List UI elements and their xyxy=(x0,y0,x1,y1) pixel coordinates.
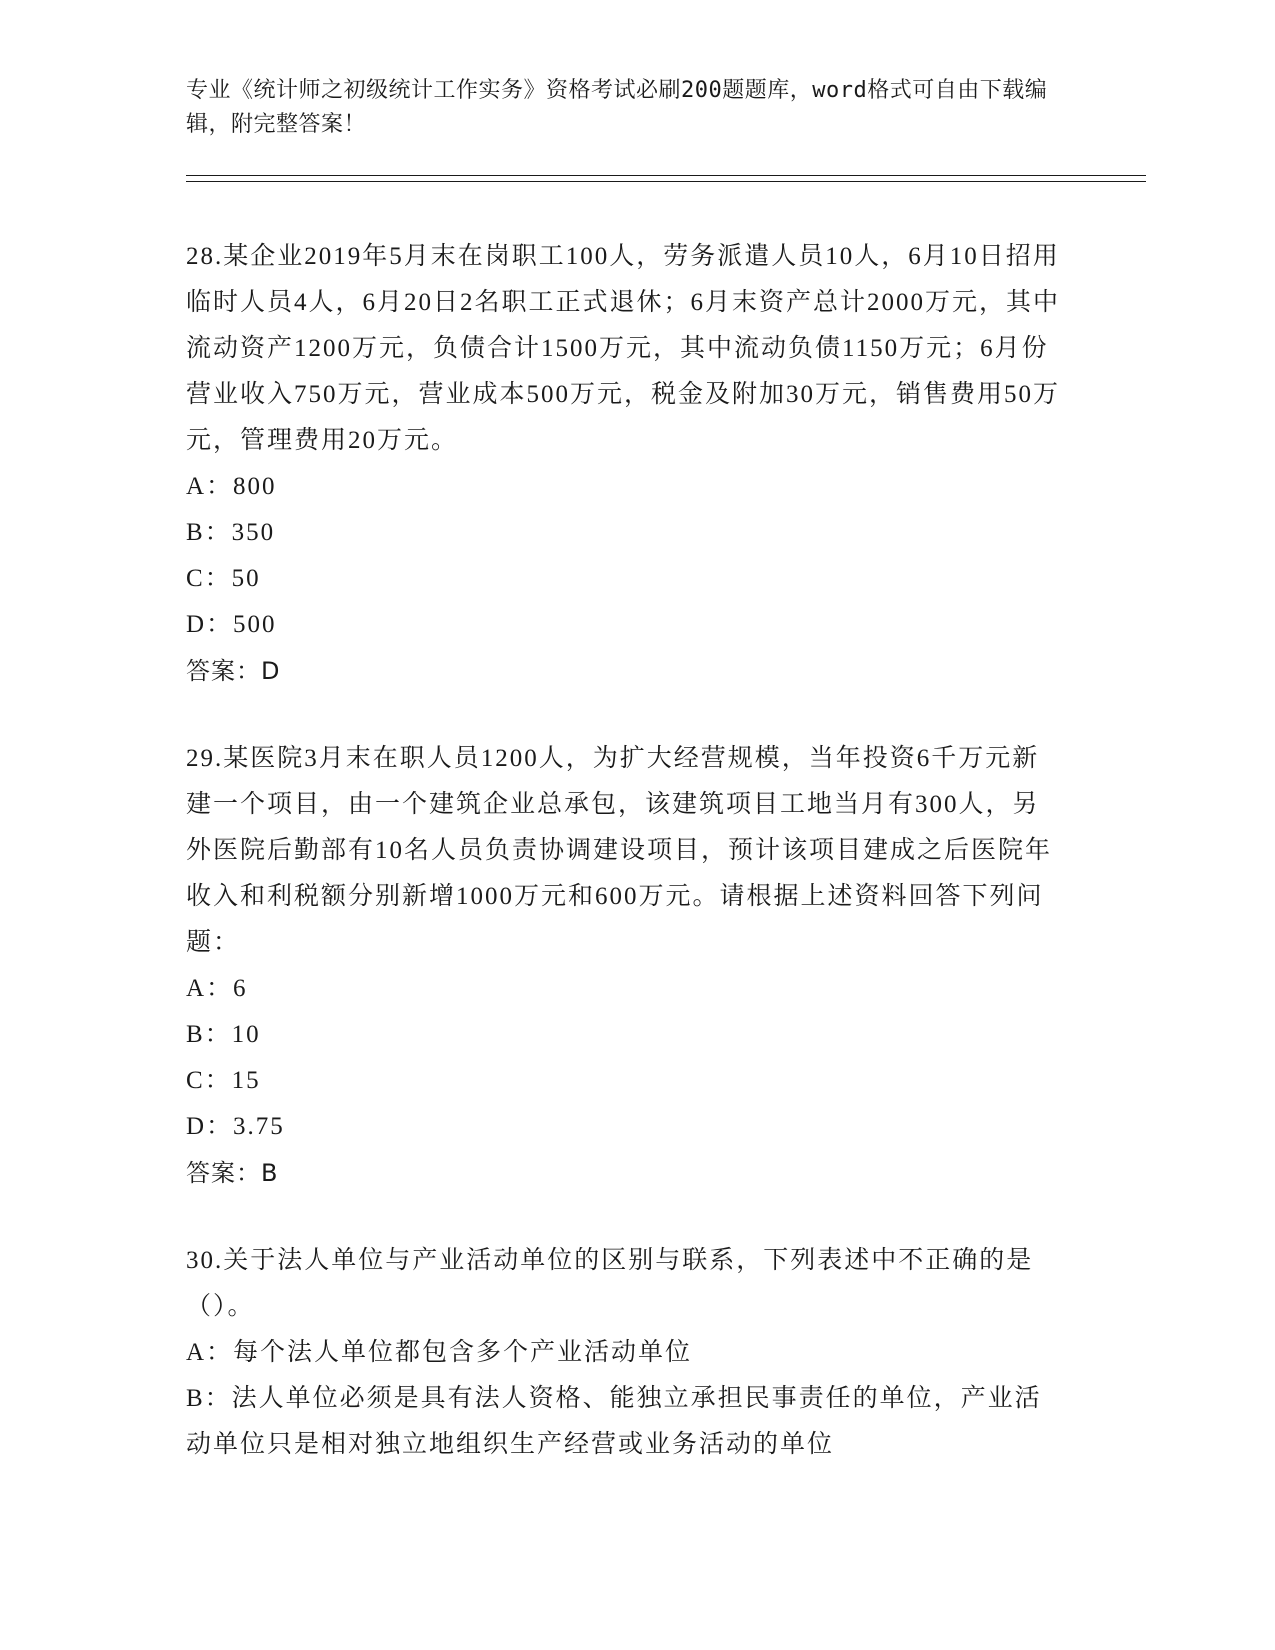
option-a: A：800 xyxy=(186,473,277,500)
option-b: B：法人单位必须是具有法人资格、能独立承担民事责任的单位，产业活动单位只是相对独立地组织生产经营或业务活动的单位 xyxy=(186,1385,1042,1458)
question-28 xyxy=(186,234,1066,694)
answer-line: 答案：B xyxy=(186,1159,279,1187)
question-30 xyxy=(186,1238,1066,1468)
answer-line: 答案：D xyxy=(186,657,281,685)
option-d: D：3.75 xyxy=(186,1113,285,1140)
option-a: A：6 xyxy=(186,975,248,1002)
option-d: D：500 xyxy=(186,611,277,638)
question-stem: 28.某企业2019年5月末在岗职工100人，劳务派遣人员10人，6月10日招用临时人员4人，6月20日2名职工正式退休；6月末资产总计2000万元，其中流动资产1200万元，负债合计1500万元，其中流动负债1150万元；6月份营业收入750万元，营业成本500万元，税金及附加30万元，销售费用50万元，管理费用20万元。 xyxy=(186,243,1061,454)
option-c: C：50 xyxy=(186,565,261,592)
question-29 xyxy=(186,736,1066,1196)
option-c: C：15 xyxy=(186,1067,261,1094)
option-b: B：350 xyxy=(186,519,276,546)
header-rule-bottom xyxy=(186,181,1146,182)
option-b: B：10 xyxy=(186,1021,261,1048)
header-rule-top xyxy=(186,175,1146,176)
question-stem: 30.关于法人单位与产业活动单位的区别与联系，下列表述中不正确的是（）。 xyxy=(186,1247,1034,1320)
question-stem: 29.某医院3月末在职人员1200人，为扩大经营规模，当年投资6千万元新建一个项目，由一个建筑企业总承包，该建筑项目工地当月有300人，另外医院后勤部有10名人员负责协调建设项目，预计该项目建成之后医院年收入和利税额分别新增1000万元和600万元。请根据上述资料回答下列问题： xyxy=(186,745,1053,956)
question-list xyxy=(186,234,1066,1468)
option-a: A：每个法人单位都包含多个产业活动单位 xyxy=(186,1339,693,1366)
document-header: 专业《统计师之初级统计工作实务》资格考试必刷200题题库，word格式可自由下载编辑，附完整答案！ xyxy=(186,78,1048,137)
